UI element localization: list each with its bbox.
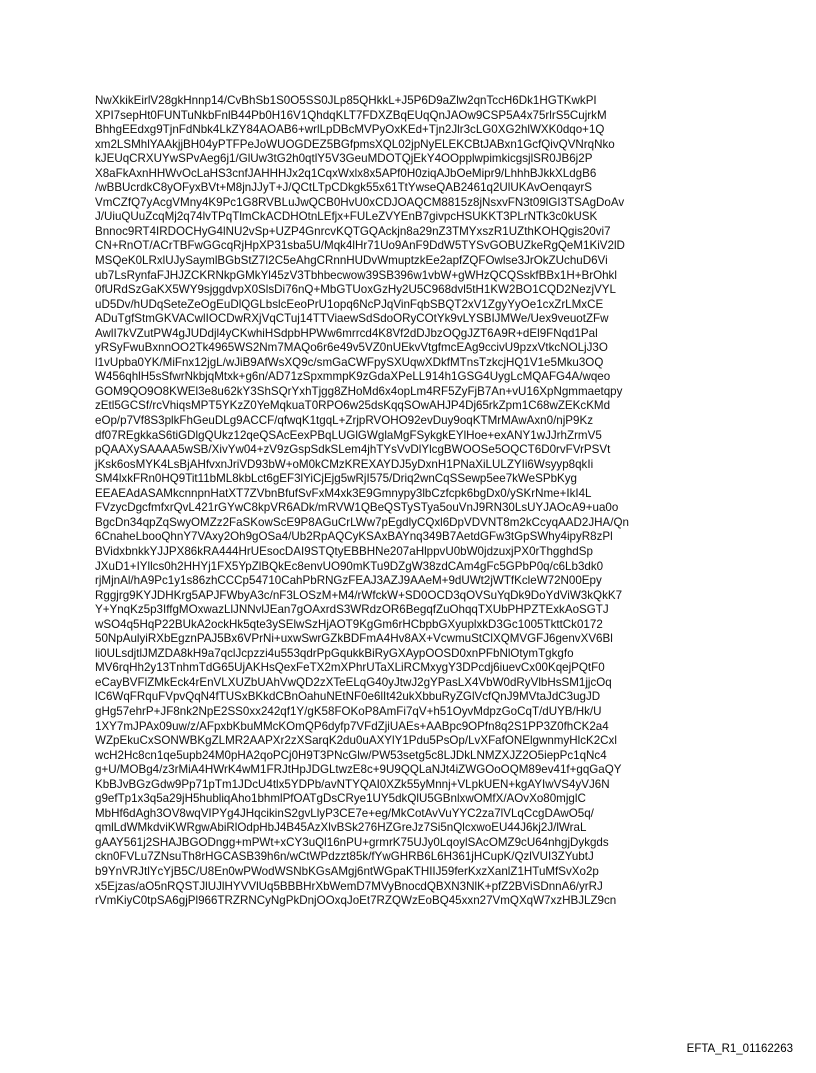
encoded-text-line: g+U/MOBg4/z3rMiA4HWrK4wM1FRJtHpJDGLtwzE8c+9U9QQLaNJt4iZWGOoOQM89ev41f+gqGaQY <box>95 763 622 777</box>
encoded-text-line: eCayBVFlZMkEck4rEnVLXUZbUAhVwQD2zXTeELqG40yJtwJ2gYPasLX4VbW0dRyVlbHsSM1jjcOq <box>95 675 612 689</box>
encoded-text-line: l1vUpba0YK/MiFnx12jgL/wJiB9AfWsXQ9c/smGaCWFpySXUqwXDkfMTnsTzkcjHQ1V1e5Mku3OQ <box>95 355 604 369</box>
encoded-text-line: VmCZfQ7yAcgVMny4K9Pc1G8RVBLuJwQCB0HvU0xCDJOAQCM8815z8jNsxvFN3t09lGI3TSAgDoAv <box>95 195 625 209</box>
encoded-text-line: kJEUqCRXUYwSPvAeg6j1/GlUw3tG2h0qtlY5V3GeuMDOTQjEkY4OOpplwpimkicgsjlSR0JB6j2P <box>95 152 593 166</box>
encoded-text-line: J/UiuQUuZcqMj2q74lvTPqTlmCkACDHOtnLEfjx+FULeZVYEnB7givpcHSUKKT3PLrNTk3c0kUSK <box>95 210 598 224</box>
encoded-text-line: uD5Dv/hUDqSeteZeOgEuDlQGLbslcEeoPrU1opq6NcPJqVinFqbSBQT2xV1ZgyYyOe1cxZrLMxCE <box>95 297 604 311</box>
encoded-text-line: Bnnoc9RT4IRDOCHyG4lNU2vSp+UZP4GnrcvKQTGQAckjn8a29nZ3TMYxszR1UZthKOHQgis20vi7 <box>95 224 611 238</box>
encoded-text-line: MV6rqHh2y13TnhmTdG65UjAKHsQexFeTX2mXPhrUTaXLiRCMxygY3DPcdj6iuevCx00KqejPQtF0 <box>95 661 605 675</box>
encoded-text-line: Y+YnqKz5p3IffgMOxwazLlJNNvlJEan7gOAxrdS3WRdzOR6BegqfZuOhqqTXUbPHPZTExkAoSGTJ <box>95 603 609 617</box>
encoded-text-line: Rggjrg9KYJDHKrg5APJFWbyA3c/nF3LOSzM+M4/rWfckW+SD0OCD3qOVSuYqDk9DoYdViW3kQkK7 <box>95 588 623 602</box>
encoded-text-line: eOp/p7Vf8S3plkFhGeuDLg9ACCF/qfwqK1tgqL+ZrjpRVOHO92evDuy9oqKTMrMAwAxn0/njP9Kz <box>95 414 594 428</box>
encoded-text-line: rVmKiyC0tpSA6gjPl966TRZRNCyNgPkDnjOOxqJoEt7RZQWzEoBQ45xxn27VmQXqW7xzHBJLZ9cn <box>95 894 617 908</box>
encoded-text-line: x5Ejzas/aO5nRQSTJlUJlHYVVlUq5BBBHrXbWemD7MVyBnocdQBXN3NlK+pfZ2BViSDnnA6/yrRJ <box>95 879 603 893</box>
encoded-text-line: g9efTp1x3q5a29jH5hubliqAho1bhmlPfOATgDsCRye1UY5dkQlU5GBnlxwOMfX/AOvXo80mjglC <box>95 792 586 806</box>
encoded-text-line: pQAAXySAAAA5wSB/XivYw04+zV9zGspSdkSLem4jhTYsVvDlYlcgBWOOSe5OQCT6D0rvFVrPSVt <box>95 443 611 457</box>
encoded-text-line: lC6WqFRquFVpvQqN4fTUSxBKkdCBnOahuNEtNF0e6lIt42ukXbbuRyZGlVcfQnJ9MVtaJdC3ugJD <box>95 690 601 704</box>
encoded-text-line: gAAY561j2SHAJBGODngg+mPWt+xCY3uQl16nPU+grmrK75UJy0LqoylSAcOMZ9cU64nhgjDykgds <box>95 835 609 849</box>
encoded-text-line: ADuTgfStmGKVACwlIOCDwRXjVqCTuj14TTViaewSdSdoORyCOtYk9vLYSBIJMWe/Uex9veuotZFw <box>95 312 609 326</box>
encoded-text-line: rjMjnAl/hA9Pc1y1s86zhCCCp54710CahPbRNGzFEAJ3AZJ9AAeM+9dUWt2jWTfKcleW72N00Epy <box>95 574 602 588</box>
encoded-text-line: EEAEAdASAMkcnnpnHatXT7ZVbnBfufSvFxM4xk3E9Gmnypy3lbCzfcpk6bgDx0/ySKrNme+IkI4L <box>95 486 592 500</box>
encoded-text-line: ub7LsRynfaFJHJZCKRNkpGMkYl45zV3Tbhbecwow39SB396w1vbW+gWHzQCQSskfBBx1H+BrOhkl <box>95 268 617 282</box>
encoded-text-line: AwlI7kVZutPW4gJUDdjl4yCKwhiHSdpbHPWw6mrrcd4K8Vf2dDJbzOQgJZT6A9R+dEl9FNqd1Pal <box>95 326 598 340</box>
encoded-text-line: xm2LSMhlYAAkjjBH04yPTFPeJoWUOGDEZ5BGfpmsXQL02jpNyELEKCBtJABxn1GcfQivQVNrqNko <box>95 137 615 151</box>
encoded-text-line: df07REgkkaS6tiGDlgQUkz12qeQSAcEexPBqLUGlGWglaMgFSykgkEYlHoe+exANY1wJJrhZrmV5 <box>95 428 602 442</box>
encoded-text-line: wSO4q5HqP22BUkA2ockHk5qte3ySElwSzHjAOT9KgGm6rHCbpbGXyuplxkD3Gc1005TkttCk0172 <box>95 617 603 631</box>
document-id-footer: EFTA_R1_01162263 <box>686 1043 793 1055</box>
encoded-text-line: 1XY7mJPAx09uw/z/AFpxbKbuMMcKOmQP6dyfp7VFdZjiUAEs+AABpc9OPfn8q2S1PP3Z0fhCK2a4 <box>95 719 609 733</box>
encoded-text-line: BgcDn34qpZqSwyOMZz2FaSKowScE9P8AGuCrLWw7pEgdlyCQxl6DpVDVNT8m2kCcyqAAD2JHA/Qn <box>95 515 629 529</box>
encoded-text-line: JXuD1+IYllcs0h2HHYj1FX5YpZlBQkEc8envUO90mKTu9DZgW38zdCAm4gFc5GPbP0q/c6Lb3dk0 <box>95 559 604 573</box>
encoded-text-line: BVidxbnkkYJJPX86kRA444HrUEsocDAI9STQtyEBBHNe207aHlppvU0bW0jdzuxjPX0rThgghdSp <box>95 544 593 558</box>
encoded-text-line: BhhgEEdxg9TjnFdNbk4LkZY84AOAB6+wrlLpDBcMVPyOxKEd+Tjn2Jlr3cLG0XG2hlWXK0dqo+1Q <box>95 123 605 137</box>
encoded-text-line: MSQeK0LRxlUJySaymlBGbStZ7I2C5eAhgCRnnHUDvWmuptzkEe2apfZQFOwlse3JrOkZUchuD6Vi <box>95 254 608 268</box>
encoded-text-block <box>95 94 795 909</box>
encoded-text-line: 6CnaheLbooQhnY7VAxy2Oh9gOSa4/Ub2RpAQCyKSAxBAYnq349B7AetdGFw3tGpSWhy4ipyR8zPl <box>95 530 613 544</box>
encoded-text-line: NwXkikEirlV28gkHnnp14/CvBhSb1S0O5SS0JLp85QHkkL+J5P6D9aZlw2qnTccH6Dk1HGTKwkPI <box>95 94 597 107</box>
encoded-text-line: 0fURdSzGaKX5WY9sjggdvpX0SlsDi76nQ+MbGTUoxGzHy2U5C968dvl5tH1KW2BO1CQD2NezjVYL <box>95 283 616 297</box>
encoded-text-line: b9YnVRJtlYcYjB5C/U8En0wPWodWSNbKGsAMgj6ntWGpaKTHIIJ59ferKxzXanlZ1HTuMfSvXo2p <box>95 864 599 878</box>
encoded-text-line: li0ULsdjtlJMZDA8kH9a7qclJcpzzi4u553qdrPpGqukkBiRyGXAypOOSD0xnPFbNlOtymTgkgfo <box>95 646 574 660</box>
encoded-text-line: KbBJvBGzGdw9Pp71pTm1JDcU4tlx5YDPb/avNTYQAI0XZk55yMnnj+VLpkUEN+kgAYIwVS4yVJ6N <box>95 777 610 791</box>
encoded-text-line: XPI7sepHt0FUNTuNkbFnlB44Pb0H16V1QhdqKLT7FDXZBqEUqQnJAOw9CSP5A4x75rlrS5CujrkM <box>95 108 607 122</box>
encoded-text-line: wcH2Hc8cn1qe5upb24M0pHA2qoPCj0H9T3PNcGlw/PW53setg5c8LJDkLNMZXJZ2O5iepPc1qNc4 <box>95 748 607 762</box>
encoded-text-line: /wBBUcrdkC8yOFyxBVt+M8jnJJyT+J/QCtLTpCDkgk55x61TtYwseQAB2461q2UlUKAvOenqayrS <box>95 181 592 195</box>
encoded-text-line: qmlLdWMkdviKWRgwAbiRlOdpHbJ4B45AzXlvBSk276HZGreJz7Si5nQlcxwoEU44J6kj2J/lWraL <box>95 821 587 835</box>
encoded-text-line: yRSyFwuBxnnOO2Tk4965WS2Nm7MAQo6r6e49v5VZ0nUEkvVtgfmcEAg9ccivU9pzxVtkcNOLjJ3O <box>95 341 608 355</box>
encoded-text-line: WZpEkuCxSONWBKgZLMR2AAPXr2zXSarqK2du0uAXYlY1Pdu5PsOp/LvXFafONElgwnmyHlcK2Cxl <box>95 734 617 748</box>
encoded-text-line: jKsk6osMYK4LsBjAHfvxnJriVD93bW+oM0kCMzKREXAYDJ5yDxnH1PNaXiLULZYIi6Wsyyp8qkIi <box>95 457 594 471</box>
encoded-text-line: SM4lxkFRn0HQ9Tit11bML8kbLct6gEF3lYiCjEjg5wRjI575/Driq2wnCqSSewp5ee7kWeSPbKyg <box>95 472 578 486</box>
encoded-text-line: zEtl5GCSf/rcVhiqsMPT5YKzZ0YeMqkuaT0RPO6w25dsKqqSOwAHJP4Dj65rkZpm1C68wZEKcKMd <box>95 399 611 413</box>
encoded-text-line: W456qhlH5sSfwrNkbjqMtxk+g6n/AD71zSpxmmpK9zGdaXPeLL914h1GSG4UygLcMQAFG4A/wqeo <box>95 370 611 384</box>
encoded-text-line: ckn0FVLu7ZNsuTh8rHGCASB39h6n/wCtWPdzzt85k/fYwGHRB6L6H361jHCupK/QzlVUI3ZYubtJ <box>95 850 594 864</box>
encoded-text-line: MbHf6dAgh3OV8wqVIPYg4JHqcikinS2gvLlyP3CE7e+eg/MkCotAvVuYYC2za7lVLqCcgDAwO5q/ <box>95 806 594 820</box>
encoded-text-line: 50NpAulyiRXbEgznPAJ5Bx6VPrNi+uxwSwrGZkBDFmA4Hv8AX+VcwmuStClXQMVGFJ6genvXV6Bl <box>95 632 613 646</box>
encoded-text-line: GOM9QO9O8KWEl3e8u62kY3ShSQrYxhTjgg8ZHoMd6x4opLm4RF5ZyFjB7An+vU16XpNgmmaetqpy <box>95 384 623 398</box>
encoded-text-line: gHg57ehrP+JF8nk2NpE2SS0xx242qf1Y/gK58FOKoP8AmFi7qV+h51OyvMdpzGoCqT/dUYB/Hk/U <box>95 704 602 718</box>
encoded-text-line: CN+RnOT/ACrTBFwGGcqRjHpXP31sba5U/Mqk4lHr71Uo9AnF9DdW5TYSvGOBUZkeRgQeM1KiV2lD <box>95 239 625 253</box>
encoded-text-line: FVzycDgcfmfxrQvL421rGYwC8kpVR6ADk/mRVW1QBeQSTySTya5ouVnJ9RN30LsUYJAOcA9+ua0o <box>95 501 619 515</box>
encoded-text-line: X8aFkAxnHHWvOcLaHS3cnfJAHHHJx2q1CqxWxlx8x5APf0H0ziqAJbOeMipr9/LhhhBJkkXLdgB6 <box>95 166 597 180</box>
